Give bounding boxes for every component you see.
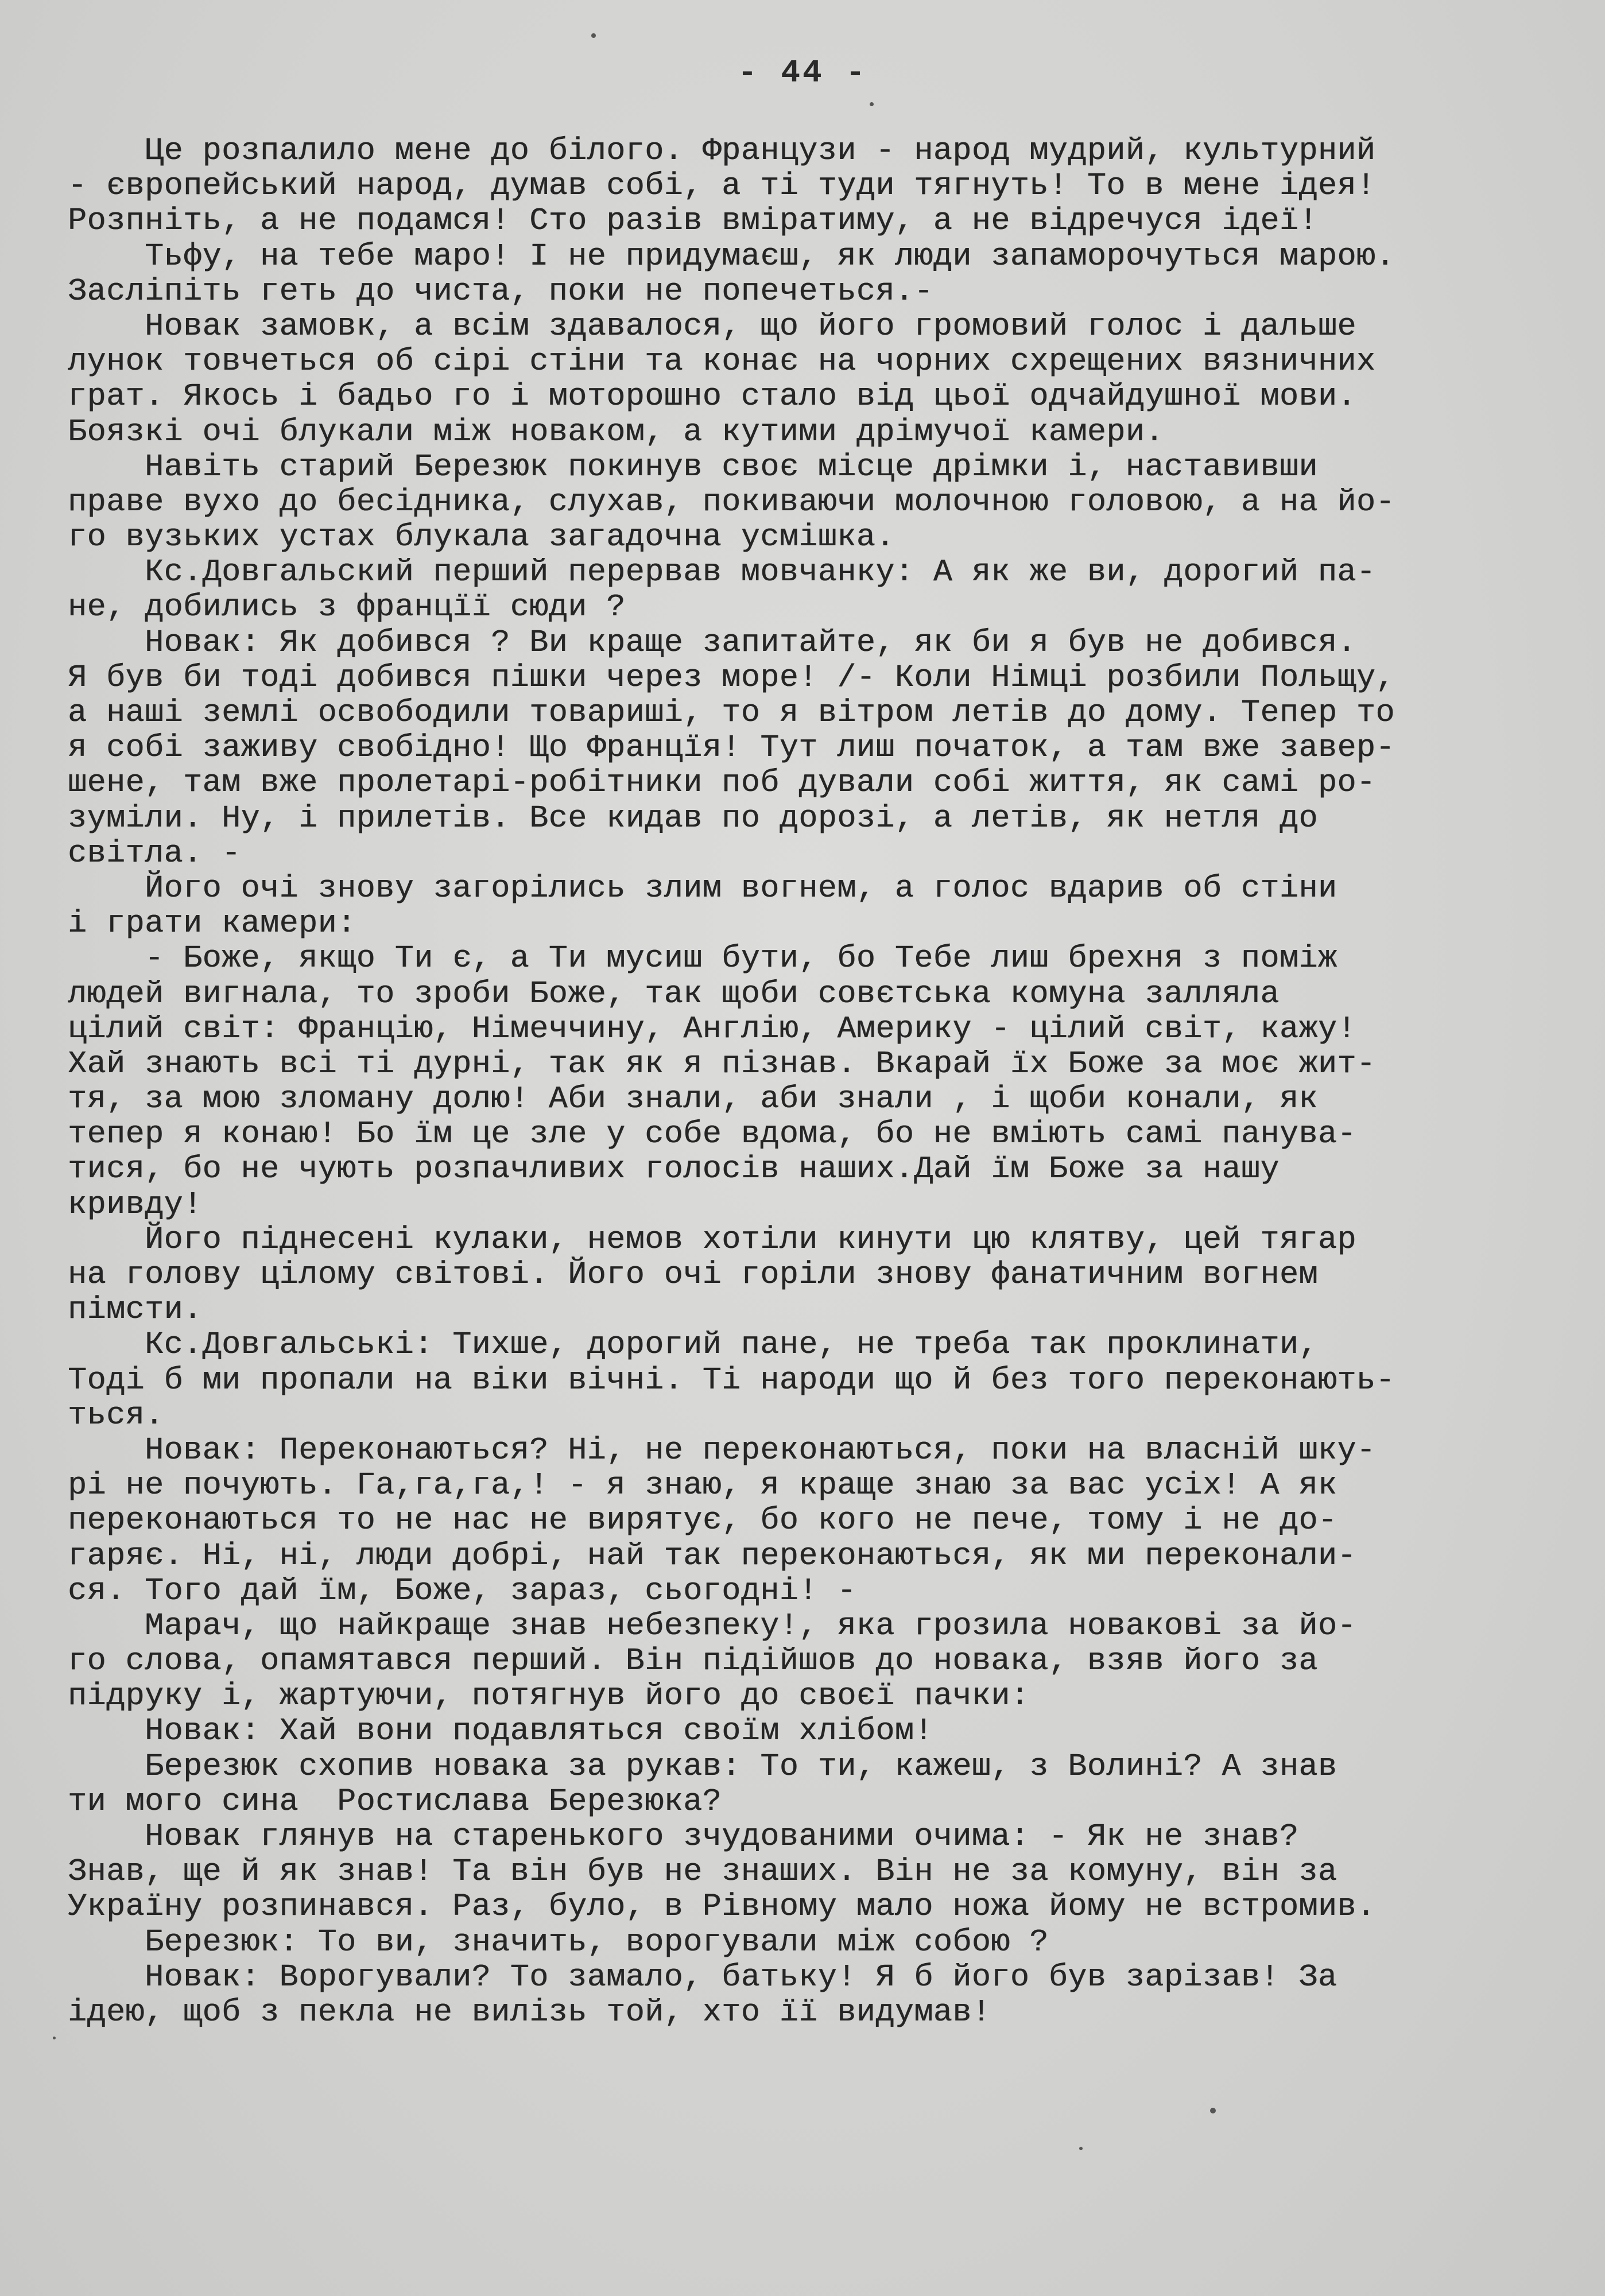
text-line: Марач, що найкраще знав небезпеку!, яка грозила новакові за йо- [68, 1607, 1356, 1644]
text-line: Новак: Як добився ? Ви краще запитайте, як би я був не добився. [68, 624, 1356, 661]
text-line: людей вигнала, то зроби Боже, так щоби совєтська комуна залляла [68, 975, 1280, 1012]
text-line: Це розпалило мене до білого. Французи - народ мудрий, культурний [68, 133, 1376, 169]
text-line: грат. Якось і бадьо го і моторошно стало від цьої одчайдушної мови. [68, 378, 1356, 415]
text-line: - європейський народ, думав собі, а ті туди тягнуть! То в мене ідея! [68, 168, 1376, 204]
text-line: Березюк: То ви, значить, ворогували між собою ? [68, 1923, 1049, 1960]
text-line: Новак: Переконаються? Ні, не переконаються, поки на власній шку- [68, 1432, 1376, 1468]
text-line: Знав, ще й як знав! Та він був не знаших. Він не за комуну, він за [68, 1853, 1338, 1890]
text-line: тя, за мою зломану долю! Аби знали, аби знали , і щоби конали, як [68, 1081, 1318, 1118]
text-line: тися, бо не чують розпачливих голосів наших.Дай їм Боже за нашу [68, 1151, 1280, 1188]
text-line: Я був би тоді добився пішки через море! /- Коли Німці розбили Польщу, [68, 659, 1395, 696]
text-line: го вузьких устах блукала загадочна усмішка. [68, 519, 895, 556]
text-line: пімсти. [68, 1292, 203, 1328]
text-line: - Боже, якщо Ти є, а Ти мусиш бути, бо Тебе лиш брехня з помiж [68, 940, 1338, 977]
text-line: ти мого сина Ростислава Березюка? [68, 1783, 722, 1820]
text-line: Україну розпинався. Раз, було, в Рівному мало ножа йому не встромив. [68, 1888, 1376, 1925]
text-line: Березюк схопив новака за рукав: То ти, кажеш, з Волині? А знав [68, 1748, 1338, 1785]
text-line: Боязкі очі блукали між новаком, а кутими дрімучої камери. [68, 413, 1164, 450]
text-line: не, добились з францїї сюди ? [68, 589, 626, 626]
text-line: Тоді б ми пропали на віки вічні. Ті народи що й без того переконають- [68, 1362, 1395, 1398]
text-line: Новак: Ворогували? То замало, батьку! Я б його був зарізав! За [68, 1958, 1338, 1995]
scan-speck [1210, 2108, 1216, 2113]
text-line: ідею, щоб з пекла не вилізь той, хто її видумав! [68, 1994, 991, 2030]
text-line: го слова, опамятався перший. Він підійшов до новака, взяв його за [68, 1643, 1318, 1680]
text-line: шене, там вже пролетарі-робітники поб дували собі життя, як самі ро- [68, 765, 1376, 801]
text-line: Тьфу, на тебе маро! І не придумаєш, як люди запаморочуться марою. [68, 238, 1395, 274]
text-line: Засліпіть геть до чиста, поки не попечеться.- [68, 273, 933, 309]
scan-speck [1079, 2147, 1083, 2150]
text-line: переконаються то не нас не вирятує, бо кого не пече, тому і не до- [68, 1502, 1338, 1539]
text-line: зуміли. Ну, і прилетів. Все кидав по дорозі, а летів, як нетля до [68, 800, 1318, 836]
text-line: рі не почують. Га,га,га,! - я знаю, я краще знаю за вас усіх! А як [68, 1467, 1338, 1504]
page-number: - 44 - [738, 55, 867, 91]
text-line: ться. [68, 1397, 164, 1433]
text-line: праве вухо до бесідника, слухав, покиваючи молочною головою, а на йо- [68, 483, 1395, 520]
text-line: і грати камери: [68, 905, 356, 942]
text-line: Новак: Хай вони подавляться своїм хлібом! [68, 1713, 933, 1750]
text-line: а наші землі освободили товариші, то я вітром летів до дому. Тепер то [68, 695, 1395, 731]
text-line: цілий світ: Францію, Німеччину, Англію, Америку - цілий світ, кажу! [68, 1010, 1356, 1047]
text-line: лунок товчеться об сірі стіни та конає на чорних схрещених вязничних [68, 343, 1376, 380]
text-line: ся. Того дай їм, Боже, зараз, сьогодні! - [68, 1572, 856, 1609]
text-line: Його очі знову загорілись злим вогнем, а голос вдарив об стіни [68, 870, 1338, 906]
text-line: Його піднесені кулаки, немов хотіли кинути цю клятву, цей тягар [68, 1221, 1356, 1258]
text-line: Навіть старий Березюк покинув своє місце дрімки і, наставивши [68, 448, 1318, 485]
text-line: гаряє. Ні, ні, люди добрі, най так переконаються, як ми переконали- [68, 1537, 1356, 1574]
text-line: на голову цілому світові. Його очі горіли знову фанатичним вогнем [68, 1256, 1318, 1293]
text-line: підруку і, жартуючи, потягнув його до своєї пачки: [68, 1678, 1030, 1715]
text-line: Кс.Довгальські: Тихше, дорогий пане, не треба так проклинати, [68, 1327, 1318, 1363]
text-line: тепер я конаю! Бо їм це зле у собе вдома, бо не вміють самі панува- [68, 1116, 1356, 1153]
scan-speck [591, 33, 596, 38]
text-line: кривду! [68, 1186, 203, 1223]
scan-speck [870, 102, 874, 106]
text-line: Кс.Довгальский перший перервав мовчанку: А як же ви, дорогий па- [68, 554, 1376, 591]
text-line: світла. - [68, 835, 241, 871]
text-line: Хай знають всі ті дурні, так як я пізнав. Вкарай їх Боже за моє жит- [68, 1045, 1376, 1082]
text-line: Новак глянув на старенького зчудованими очима: - Як не знав? [68, 1818, 1299, 1855]
text-line: Новак замовк, а всім здавалося, що його громовий голос і дальше [68, 308, 1356, 344]
scan-speck [53, 2037, 56, 2039]
body-text [68, 133, 1526, 2030]
text-line: Розпніть, а не подамся! Сто разів вміратиму, а не відречуся ідеї! [68, 203, 1318, 239]
text-line: я собі заживу свобідно! Що Францїя! Тут лиш початок, а там вже завер- [68, 730, 1395, 766]
